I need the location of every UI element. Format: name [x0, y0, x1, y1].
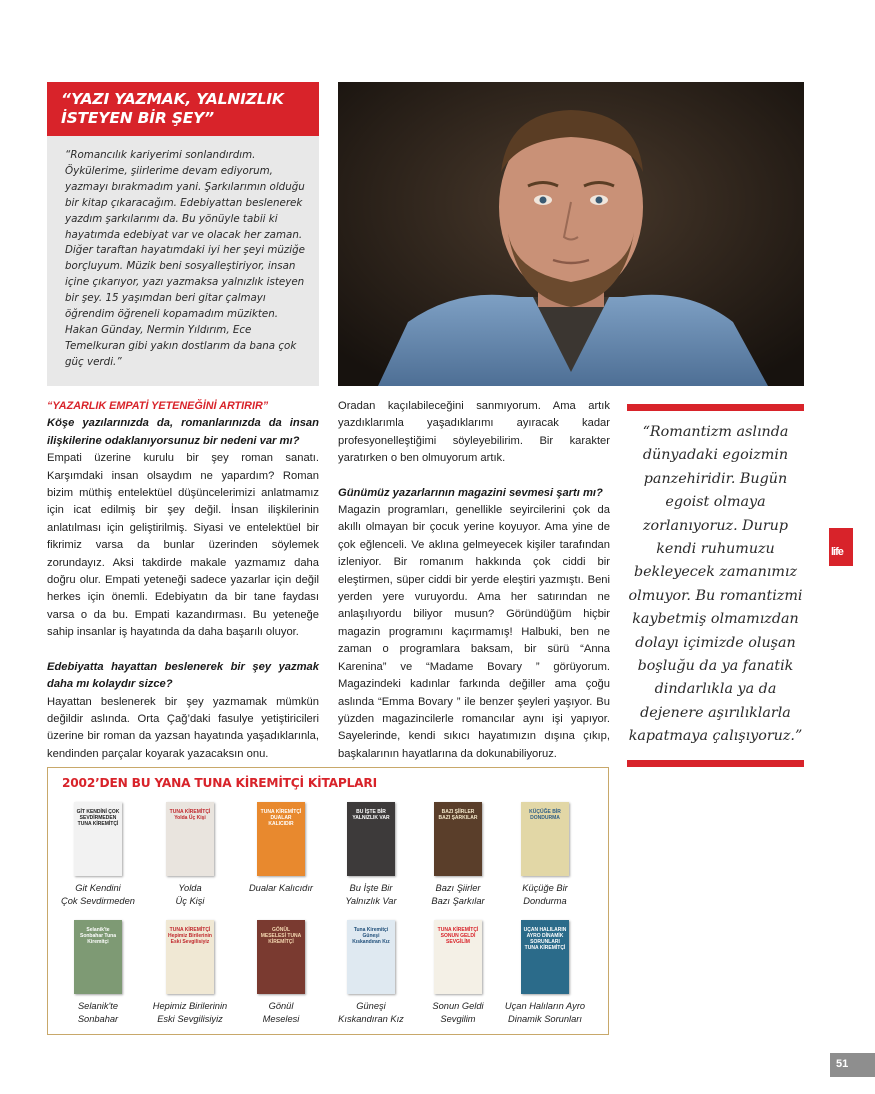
book-cover [434, 802, 482, 876]
book-title-line-2: Kıskandıran Kız [338, 1013, 404, 1024]
portrait-photo [338, 82, 804, 386]
book-title [326, 882, 416, 907]
portrait-illustration [338, 82, 804, 386]
life-section-tab [829, 528, 853, 566]
book-cover-text: KÜÇÜĞE BİR DONDURMA [529, 809, 561, 821]
book-cover-text: UÇAN HALILARIN AYRO DİNAMİK SORUNLARI TUNA KİREMİTÇİ [523, 927, 567, 951]
book-cover [347, 920, 395, 994]
section-header [47, 82, 319, 136]
subheading: “YAZARLIK EMPATİ YETENEĞİNİ ARTIRIR” [47, 400, 269, 412]
book-title-line-1: Uçan Halıların Ayro [504, 1001, 586, 1011]
book-title [413, 882, 503, 907]
answer-1: Empati üzerine kurulu bir şey roman sanatı. Karşımdaki insan olsaydım ne yapardım? Roman bizim müthiş entelektüel düşüncelerimizi anlatmamız için icat edilmiş bir şey değil. İnsan ilişkilerinin anlatılması için geliştirilmiş. Siyasi ve entelektüel bir fikrimiz varsa da bunlar üzerinden söylemek zorundayız. Aksi takdirde makale yazmamız daha doğru olur. Empati yeteneği sadece yazarlar için değil herkes için önemli. Edebiyatın da bir tane faydası varsa o da bu. Empati kazandırması. Bu yeteneğe sahip insanlar iş hayatında da daha başarılı oluyor. [47, 452, 319, 639]
book-title [236, 1000, 326, 1025]
book-title [145, 882, 235, 907]
book-item [53, 802, 143, 907]
book-title [326, 1000, 416, 1025]
book-title-line-1: Yolda [178, 883, 202, 893]
book-cover-text: TUNA KİREMİTÇİ DUALAR KALICIDIR [260, 809, 302, 827]
book-title-line-1: Bazı Şiirler [435, 883, 481, 893]
book-title-line-2: Üç Kişi [175, 895, 205, 906]
header-line-1: “YAZI YAZMAK, YALNIZLIK [61, 90, 284, 108]
book-cover-text: TUNA KİREMİTÇİ Yolda Üç Kişi [169, 809, 211, 821]
book-item [236, 802, 326, 895]
book-cover [434, 920, 482, 994]
book-title-line-2: Eski Sevgilisiyiz [157, 1013, 223, 1024]
page-number: 51 [830, 1053, 875, 1077]
books-box [47, 767, 609, 1035]
book-title-line-1: Güneşi [356, 1001, 386, 1011]
book-title [145, 1000, 235, 1025]
answer-continued: Oradan kaçılabileceğini sanmıyorum. Ama artık yazdıklarımla yaşadıklarımı ayıracak kadar profesyonelleştiğimi söyleyebilirim. Bir karakter yaratırken o ben olmuyorum artık. [338, 400, 610, 465]
book-title-line-2: Bazı Şarkılar [431, 895, 485, 906]
book-title-line-2: Yalnızlık Var [345, 895, 397, 906]
book-cover-text: BAZI ŞİİRLER BAZI ŞARKILAR [438, 809, 478, 821]
book-item [53, 920, 143, 1025]
book-title-line-2: Dondurma [523, 895, 567, 906]
book-item [145, 802, 235, 907]
book-title-line-2: Sonbahar [77, 1013, 119, 1024]
book-title [413, 1000, 503, 1025]
book-title [500, 882, 590, 907]
book-cover [257, 802, 305, 876]
book-title-line-1: Küçüğe Bir [522, 883, 568, 893]
book-item [326, 802, 416, 907]
book-title-line-2: Meselesi [262, 1013, 300, 1024]
book-title-line-1: Git Kendini [75, 883, 121, 893]
book-cover-text: Tuna Kiremitçi Güneşi Kıskandıran Kız [352, 927, 390, 945]
book-title-line-1: Dualar Kalıcıdır [248, 883, 314, 893]
book-title [236, 882, 326, 895]
book-title-line-2: Sevgilim [440, 1013, 476, 1024]
pullquote-top-bar [627, 404, 804, 411]
book-cover [74, 802, 122, 876]
book-cover-text: GİT KENDİNİ ÇOK SEVDİRMEDEN TUNA KİREMİTÇİ [76, 809, 120, 827]
book-title-line-2: Çok Sevdirmeden [61, 895, 135, 906]
book-item [413, 920, 503, 1025]
header-line-2: İSTEYEN BİR ŞEY” [61, 109, 214, 127]
book-title-line-1: Gönül [268, 1001, 294, 1011]
book-cover [257, 920, 305, 994]
book-item [500, 920, 590, 1025]
book-cover-text: TUNA KİREMİTÇİ Hepimiz Birilerinin Eski Sevgilisiyiz [168, 927, 212, 945]
book-item [236, 920, 326, 1025]
books-title: 2002’DEN BU YANA TUNA KİREMİTÇİ KİTAPLARI [62, 776, 377, 790]
answer-2: Hayattan beslenerek bir şey yazmamak mümkün değildir aslında. Orta Çağ’daki fasulye yetiştiricileri üzerine bir roman da yazsan hayatında yaşadıklarınla, kendinden parçalar koyarak yazacaksın onu. [47, 695, 319, 760]
article-column-1 [47, 398, 319, 763]
book-cover [74, 920, 122, 994]
book-title-line-2: Dinamik Sorunları [508, 1013, 582, 1024]
life-tab-label: life [831, 546, 843, 558]
book-cover [347, 802, 395, 876]
intro-quote-box [47, 136, 319, 386]
question-2: Edebiyatta hayattan beslenerek bir şey yazmak daha mı kolaydır sizce? [47, 660, 319, 691]
answer-3: Magazin programları, genellikle seyircilerini çok da akıllı olmayan bir çocuk yerine koyuyor. Ama yine de çok eğlenceli. Ve aklına gelmeyecek kişiler tarafından izleniyor. Bir romanım hakkında çok ciddi bir eleştirmen, süper ciddi bir yerde eleştiri yazmıştı. Beni yerden yere vuruyordu. Ama her satırından ne anlaşılıyordu biliyor musun? Göründüğüm hiçbir magazin programını kaçırmamış! Halbuki, ben ne zaman o programlara baksam, bir sürü “Anna Karenina” ve “Madame Bovary ” görüyorum. Magazindeki kadınlar farkında değiller ama çoğu aslında “Emma Bovary ” ile benzer şeyleri yaşıyor. Bu yüzden magazincilerle romancılar aynı işi yapıyor. Sayelerinde, kendi sıkıcı hayatımızın dışına çıkıp, başkalarının hayatlarına da dokunabiliyoruz. [338, 504, 610, 760]
book-cover-text: Selanik'te Sonbahar Tuna Kiremitçi [79, 927, 117, 945]
question-3: Günümüz yazarlarının magazini sevmesi şartı mı? [338, 486, 603, 499]
article-column-2 [338, 398, 610, 763]
book-title-line-1: Hepimiz Birilerinin [152, 1001, 228, 1011]
book-item [413, 802, 503, 907]
book-cover-text: GÖNÜL MESELESİ TUNA KİREMİTÇİ [260, 927, 302, 945]
book-cover-text: BU İŞTE BİR YALNIZLIK VAR [352, 809, 390, 821]
book-cover [521, 802, 569, 876]
book-item [326, 920, 416, 1025]
book-title [53, 882, 143, 907]
book-title [53, 1000, 143, 1025]
book-cover [166, 920, 214, 994]
intro-quote-text: “Romancılık kariyerimi sonlandırdım. Öykülerime, şiirlerime devam ediyorum, yazmayı bırakmadım yani. Şarkılarımın olduğu bir kitap çıkaracağım. Edebiyattan beslenerek yazdım şarkılarımı da. Bu yönüyle tabii ki hayatımda edebiyat var ve olacak her zaman. Diğer taraftan hayatımdaki iyi her şeyi müziğe borçluyum. Müzik beni sosyalleştiriyor, insan içine çıkarıyor, yazı yazmaksa yalnızlık isteyen bir şey. 15 yaşımdan beri gitar çalmayı öğrendim öğreneli kopamadım müzikten. Hakan Günday, Nermin Yıldırım, Ece Temelkuran gibi yakın dostlarım da bana çok güç verdi.” [65, 149, 306, 368]
pullquote-text: “Romantizm aslında dünyadaki egoizmin panzehiridir. Bugün egoist olmaya zorlanıyoruz. Durup kendi ruhumuzu bekleyecek zamanımız olmuyor. Bu romantizmi kaybetmiş olmamızdan dolayı içimizde oluşan boşluğu da ya fanatik dindarlıkla ya da dejenere aşırılıklarla kapatmaya çalışıyoruz.” [628, 424, 803, 745]
book-cover-text: TUNA KİREMİTÇİ SONUN GELDİ SEVGİLİM [437, 927, 479, 945]
book-title-line-1: Bu İşte Bir [349, 883, 393, 893]
question-1: Köşe yazılarınızda da, romanlarınızda da insan ilişkilerine odaklanıyorsunuz bir nedeni var mı? [47, 417, 319, 447]
pullquote-bottom-bar [627, 760, 804, 767]
book-item [500, 802, 590, 907]
book-title-line-1: Sonun Geldi [432, 1001, 484, 1011]
book-cover [166, 802, 214, 876]
book-title [500, 1000, 590, 1025]
book-cover [521, 920, 569, 994]
book-title-line-1: Selanik'te [77, 1001, 119, 1011]
book-item [145, 920, 235, 1025]
